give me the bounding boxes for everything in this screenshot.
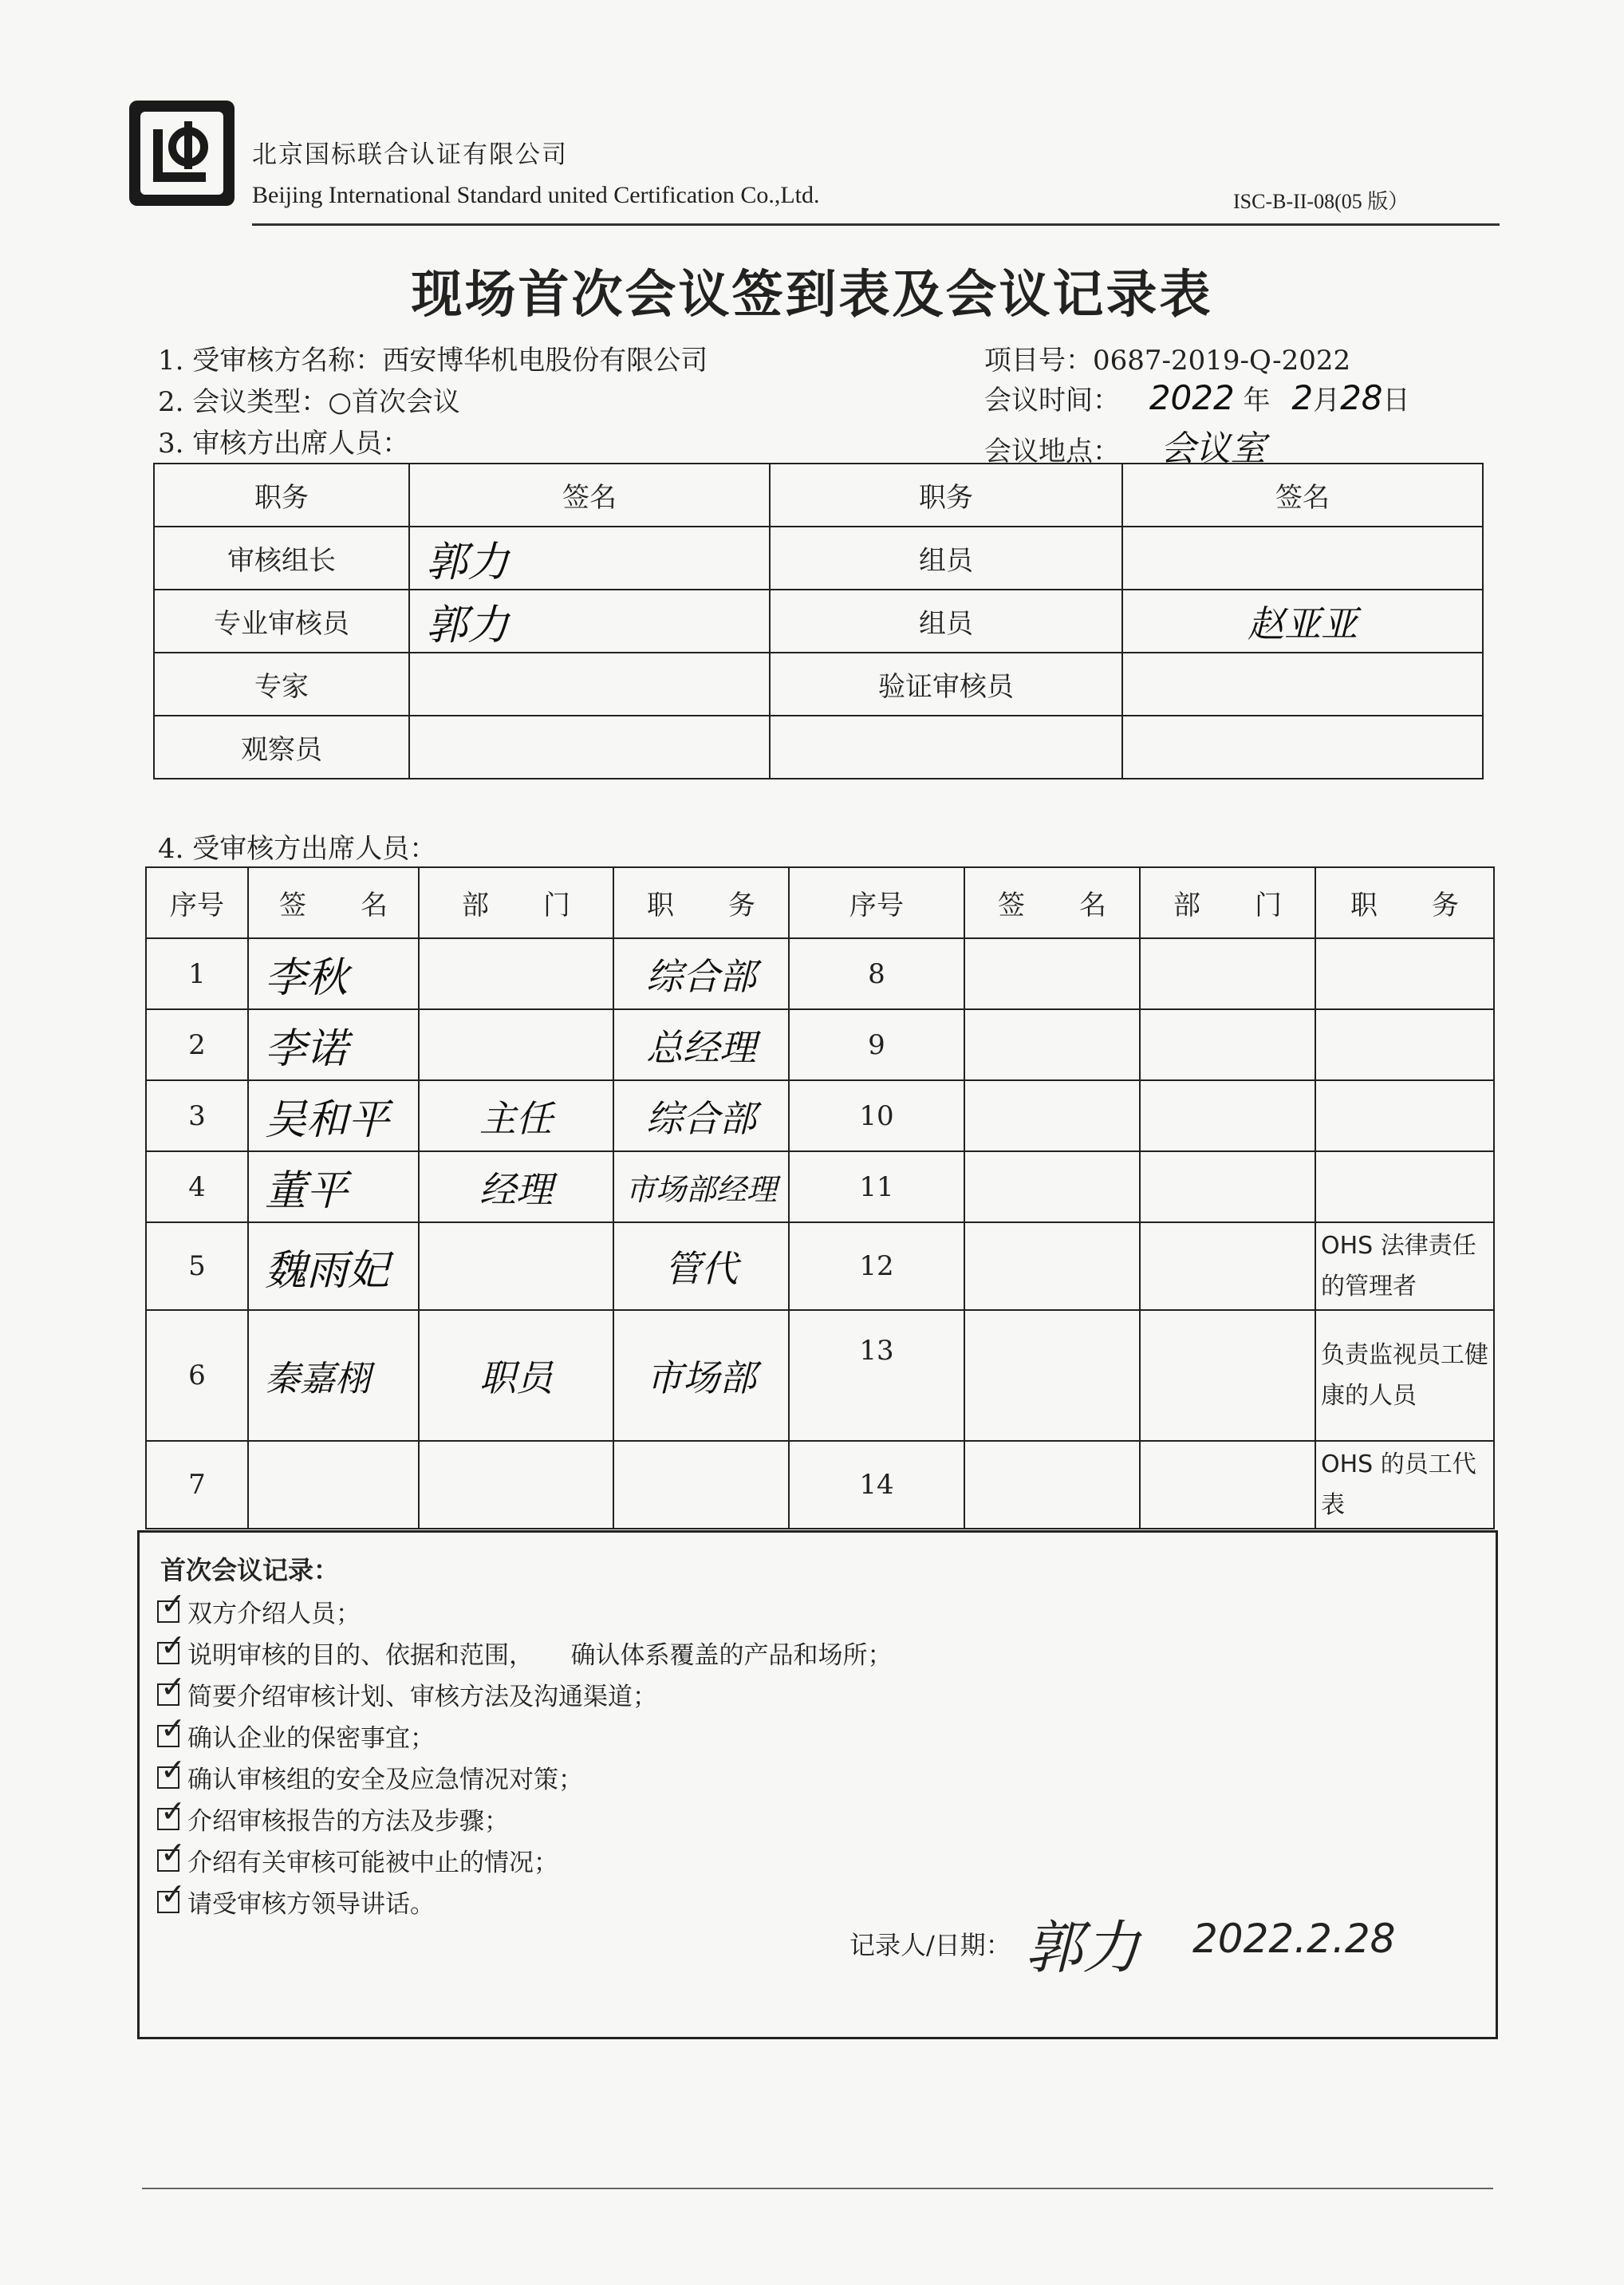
header-cell: 职务 [770, 464, 1122, 527]
role-cell: 专家 [154, 653, 409, 716]
meeting-time-line [984, 378, 1410, 417]
seq-cell: 11 [789, 1151, 964, 1222]
seq-cell: 7 [146, 1441, 248, 1529]
meeting-day: 28 [1340, 378, 1383, 417]
seq-cell: 1 [146, 938, 248, 1009]
seq-cell: 4 [146, 1151, 248, 1222]
position-cell: 市场部经理 [613, 1151, 789, 1222]
company-name-en: Beijing International Standard united Certification Co.,Ltd. [252, 182, 820, 208]
checked-checkbox-icon [157, 1849, 179, 1872]
record-item [157, 1593, 361, 1629]
meeting-type-label: 2. 会议类型： [158, 386, 329, 418]
position-cell: 管代 [613, 1222, 789, 1310]
header-cell: 序号 [789, 867, 964, 938]
position-cell [1315, 1009, 1494, 1080]
meeting-time-label: 会议时间： [984, 385, 1120, 416]
seq-cell: 8 [789, 938, 964, 1009]
role-cell: 组员 [770, 527, 1122, 590]
table-row [146, 1009, 1494, 1080]
recorder-signature: 郭力 [1025, 1914, 1141, 1981]
department-cell [419, 938, 613, 1009]
signature-cell [964, 1222, 1140, 1310]
position-cell: 综合部 [613, 1080, 789, 1151]
header-cell: 职 务 [1315, 867, 1494, 938]
department-cell [1140, 938, 1315, 1009]
checked-checkbox-icon [157, 1808, 179, 1830]
seq-cell: 5 [146, 1222, 248, 1310]
record-item [157, 1635, 893, 1671]
checked-checkbox-icon [157, 1891, 179, 1913]
seq-cell: 14 [789, 1441, 964, 1529]
record-item-text: 请受审核方领导讲话。 [187, 1890, 435, 1919]
record-item [157, 1676, 657, 1712]
recorder-date: 2022.2.28 [1192, 1916, 1396, 1962]
year-char: 年 [1243, 385, 1271, 416]
record-item [157, 1759, 583, 1795]
department-cell [1140, 1222, 1315, 1310]
company-logo-icon [126, 97, 238, 209]
record-item-text: 确认企业的保密事宜； [187, 1724, 435, 1753]
table-row [154, 653, 1483, 716]
table-row [154, 527, 1483, 590]
header-cell: 签名 [1122, 464, 1483, 527]
page-title: 现场首次会议签到表及会议记录表 [411, 266, 1213, 325]
department-cell: 职员 [419, 1310, 613, 1441]
attendees-table [145, 866, 1495, 1529]
project-line [984, 338, 1350, 377]
table-row [146, 1310, 1494, 1441]
role-cell: 观察员 [154, 716, 409, 779]
signature-cell [248, 1441, 419, 1529]
record-item-text: 说明审核的目的、依据和范围， 确认体系覆盖的产品和场所； [187, 1641, 893, 1670]
table-row [154, 590, 1483, 653]
role-cell: 组员 [770, 590, 1122, 653]
record-item [157, 1801, 509, 1837]
position-cell: 综合部 [613, 938, 789, 1009]
meeting-place-value: 会议室 [1160, 428, 1266, 469]
signature-cell [1122, 527, 1483, 590]
signature-cell [1122, 716, 1483, 779]
signature-cell [409, 653, 770, 716]
checked-checkbox-icon [157, 1725, 179, 1747]
seq-cell: 3 [146, 1080, 248, 1151]
table-row [146, 938, 1494, 1009]
meeting-type-line [158, 380, 460, 419]
record-item [157, 1884, 435, 1920]
checked-checkbox-icon [157, 1766, 179, 1789]
header-cell: 签名 [409, 464, 770, 527]
project-label: 项目号： [984, 345, 1093, 377]
table-row [146, 1151, 1494, 1222]
record-item-text: 简要介绍审核计划、审核方法及沟通渠道； [187, 1683, 657, 1711]
meeting-year: 2022 [1149, 378, 1235, 417]
department-cell [1140, 1151, 1315, 1222]
signature-cell: 吴和平 [248, 1080, 419, 1151]
department-cell [1140, 1441, 1315, 1529]
audit-team-label: 3. 审核方出席人员： [158, 428, 410, 460]
signature-cell [964, 938, 1140, 1009]
table-row [146, 1222, 1494, 1310]
header-cell: 部 门 [419, 867, 613, 938]
record-title: 首次会议记录： [160, 1555, 340, 1585]
recorder-label: 记录人/日期： [849, 1930, 1011, 1960]
role-cell [770, 716, 1122, 779]
header-cell: 职 务 [613, 867, 789, 938]
position-cell: 负责监视员工健康的人员 [1315, 1310, 1494, 1441]
seq-cell: 9 [789, 1009, 964, 1080]
position-cell [613, 1441, 789, 1529]
audit-team-header-row [154, 464, 1483, 527]
signature-cell [964, 1441, 1140, 1529]
header-cell: 签 名 [964, 867, 1140, 938]
department-cell [419, 1009, 613, 1080]
header-cell: 职务 [154, 464, 409, 527]
project-number: 0687-2019-Q-2022 [1093, 345, 1351, 377]
signature-cell: 郭力 [409, 590, 770, 653]
record-item [157, 1718, 435, 1754]
department-cell [1140, 1080, 1315, 1151]
position-cell: OHS 的员工代表 [1315, 1441, 1494, 1529]
position-cell: OHS 法律责任的管理者 [1315, 1222, 1494, 1310]
checked-checkbox-icon [157, 1642, 179, 1664]
record-item-text: 双方介绍人员； [187, 1600, 361, 1628]
table-row [146, 1080, 1494, 1151]
table-row [146, 1441, 1494, 1529]
signature-cell: 秦嘉栩 [248, 1310, 419, 1441]
signature-cell: 李秋 [248, 938, 419, 1009]
day-char: 日 [1382, 385, 1410, 416]
seq-cell: 13 [789, 1310, 964, 1441]
auditee-section-label: 4. 受审核方出席人员： [158, 833, 437, 865]
record-item [157, 1842, 558, 1878]
department-cell [1140, 1009, 1315, 1080]
header-cell: 序号 [146, 867, 248, 938]
table-row [154, 716, 1483, 779]
checked-checkbox-icon [157, 1600, 179, 1623]
department-cell: 主任 [419, 1080, 613, 1151]
position-cell [1315, 1151, 1494, 1222]
position-cell: 总经理 [613, 1009, 789, 1080]
role-cell: 专业审核员 [154, 590, 409, 653]
role-cell: 审核组长 [154, 527, 409, 590]
meeting-place-label: 会议地点： [984, 436, 1120, 468]
checked-checkbox-icon [157, 1683, 179, 1706]
signature-cell: 魏雨妃 [248, 1222, 419, 1310]
seq-cell: 6 [146, 1310, 248, 1441]
position-cell [1315, 938, 1494, 1009]
seq-cell: 10 [789, 1080, 964, 1151]
meeting-type-value: ○首次会议 [328, 386, 460, 418]
seq-cell: 12 [789, 1222, 964, 1310]
signature-cell [964, 1080, 1140, 1151]
auditee-label: 1. 受审核方名称： [158, 345, 383, 377]
record-item-text: 确认审核组的安全及应急情况对策； [187, 1766, 583, 1794]
meeting-month: 2 [1291, 378, 1314, 417]
auditee-value: 西安博华机电股份有限公司 [382, 345, 708, 377]
signature-cell: 赵亚亚 [1122, 590, 1483, 653]
signature-cell [964, 1310, 1140, 1441]
header-divider [252, 223, 1500, 226]
header-cell: 签 名 [248, 867, 419, 938]
record-item-text: 介绍有关审核可能被中止的情况； [187, 1849, 558, 1877]
header-cell: 部 门 [1140, 867, 1315, 938]
record-item-text: 介绍审核报告的方法及步骤； [187, 1807, 509, 1836]
department-cell [1140, 1310, 1315, 1441]
signature-cell: 郭力 [409, 527, 770, 590]
signature-cell: 董平 [248, 1151, 419, 1222]
role-cell: 验证审核员 [770, 653, 1122, 716]
audit-team-table [153, 463, 1484, 779]
month-char: 月 [1313, 385, 1341, 416]
department-cell: 经理 [419, 1151, 613, 1222]
document-code: ISC-B-II-08(05 版） [1233, 190, 1409, 213]
signature-cell [1122, 653, 1483, 716]
meeting-record-box [137, 1530, 1498, 2039]
seq-cell: 2 [146, 1009, 248, 1080]
signature-cell [409, 716, 770, 779]
auditee-line [158, 338, 708, 377]
attendees-header-row [146, 867, 1494, 938]
position-cell: 市场部 [613, 1310, 789, 1441]
signature-cell [964, 1009, 1140, 1080]
footer-divider [142, 2188, 1493, 2189]
signature-cell [964, 1151, 1140, 1222]
department-cell [419, 1222, 613, 1310]
position-cell [1315, 1080, 1494, 1151]
company-name-cn: 北京国标联合认证有限公司 [252, 140, 568, 169]
department-cell [419, 1441, 613, 1529]
signature-cell: 李诺 [248, 1009, 419, 1080]
